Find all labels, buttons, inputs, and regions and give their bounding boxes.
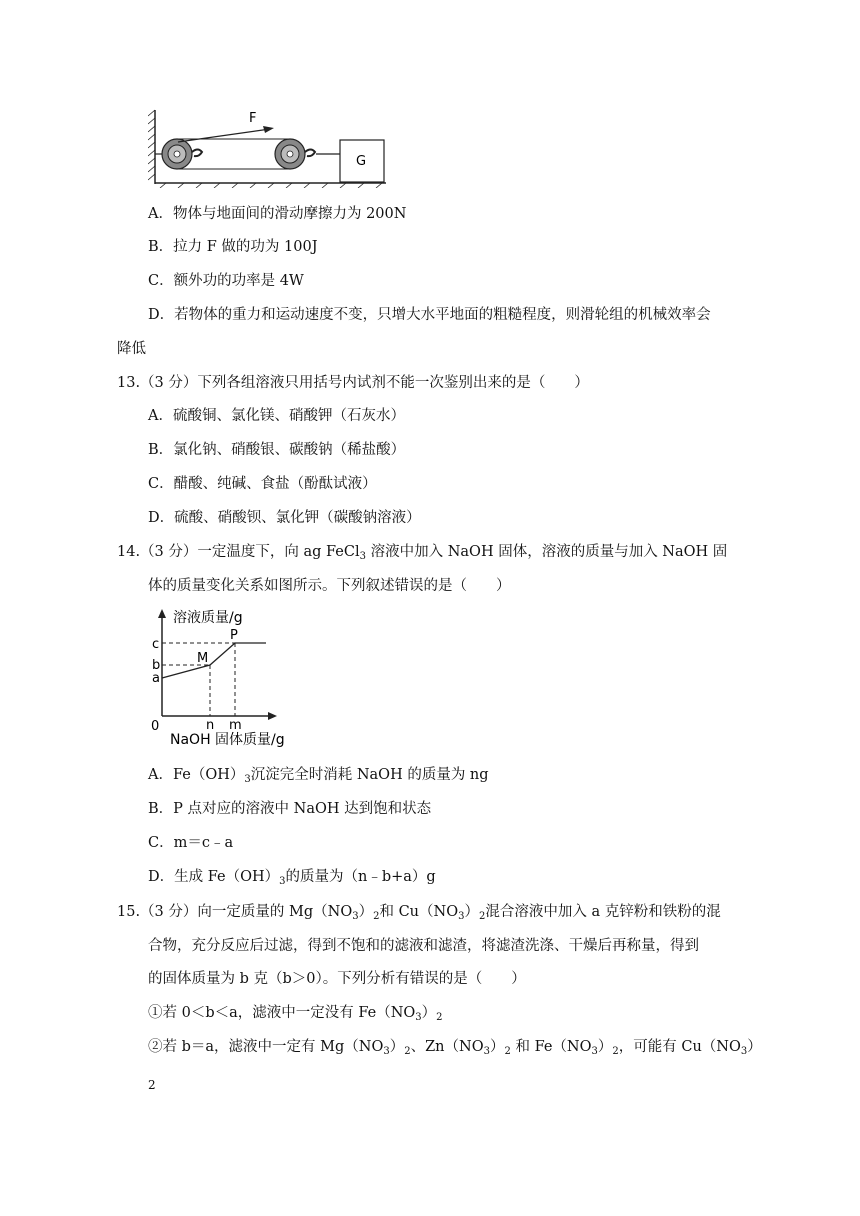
q14-option-b: B．P 点对应的溶液中 NaOH 达到饱和状态 (148, 801, 432, 817)
q12-option-a: A．物体与地面间的滑动摩擦力为 200N (148, 206, 407, 222)
q15-item-1: ①若 0＜b＜a，滤液中一定没有 $Fe(NO_3)_2$ (148, 1005, 443, 1023)
q15-stem-line3: 的固体质量为 b 克（b＞0）。下列分析有错误的是（ ） (148, 971, 526, 987)
q14-option-c: C．m＝c﹣a (148, 835, 234, 851)
q13-option-a: A．硫酸铜、氯化镁、硝酸钾（石灰水） (148, 408, 405, 424)
q14-stem-line2: 体的质量变化关系如图所示。下列叙述错误的是（ ） (148, 578, 511, 594)
q14-option-a: A．$Fe(OH)_3$沉淀完全时消耗 NaOH 的质量为 ng (148, 767, 489, 785)
y-axis-label: 溶液质量/g (173, 610, 243, 626)
q14-graph (148, 606, 298, 751)
force-label: F (249, 111, 257, 126)
q12-option-b: B．拉力 F 做的功为 100J (148, 239, 318, 255)
point-p-label: P (230, 628, 238, 643)
block-label: G (356, 154, 367, 169)
q14-stem-line1: 14.（3 分）一定温度下，向 ag FeCl$_3$ 溶液中加入 NaOH 固体，溶液的质量与加入 NaOH 固 (117, 544, 728, 562)
q13-option-c: C．醋酸、纯碱、食盐（酚酞试液） (148, 476, 377, 492)
q12-option-d-line1: D．若物体的重力和运动速度不变，只增大水平地面的粗糙程度，则滑轮组的机械效率会 (148, 307, 711, 323)
point-m-label: M (197, 651, 209, 666)
y-tick-a: a (152, 671, 160, 686)
q13-option-b: B．氯化钠、硝酸银、碳酸钠（稀盐酸） (148, 442, 406, 458)
pulley-figure (148, 108, 393, 188)
q13-option-d: D．硫酸、硝酸钡、氯化钾（碳酸钠溶液） (148, 510, 421, 526)
q12-option-c: C．额外功的功率是 4W (148, 273, 304, 289)
q15-stem-line2: 合物，充分反应后过滤，得到不饱和的滤液和滤渣，将滤渣洗涤、干燥后再称量，得到 (148, 938, 699, 954)
q12-option-d-line2: 降低 (117, 341, 146, 357)
origin-label: 0 (151, 719, 160, 734)
x-tick-n: n (206, 718, 215, 733)
x-tick-m: m (229, 718, 242, 733)
q14-option-d: D．生成 $Fe(OH)_3$的质量为（n﹣b+a）g (148, 869, 436, 887)
y-tick-c: c (152, 637, 160, 652)
q15-stem-line1: 15.（3 分）向一定质量的 $Mg(NO_3)_2$和 $Cu(NO_3)_2$混合溶液中加入 a 克锌粉和铁粉的混 (117, 904, 721, 922)
y-tick-b: b (152, 658, 161, 673)
q13-stem: 13.（3 分）下列各组溶液只用括号内试剂不能一次鉴别出来的是（ ） (117, 375, 589, 391)
q15-item-2: ②若 b＝a，滤液中一定有 $Mg(NO_3)_2$、$Zn(NO_3)_2$ 和 $Fe(NO_3)_2$，可能有 $Cu(NO_3)$ (148, 1039, 762, 1057)
page-number: 2 (148, 1078, 156, 1092)
x-axis-label: NaOH 固体质量/g (170, 732, 285, 748)
